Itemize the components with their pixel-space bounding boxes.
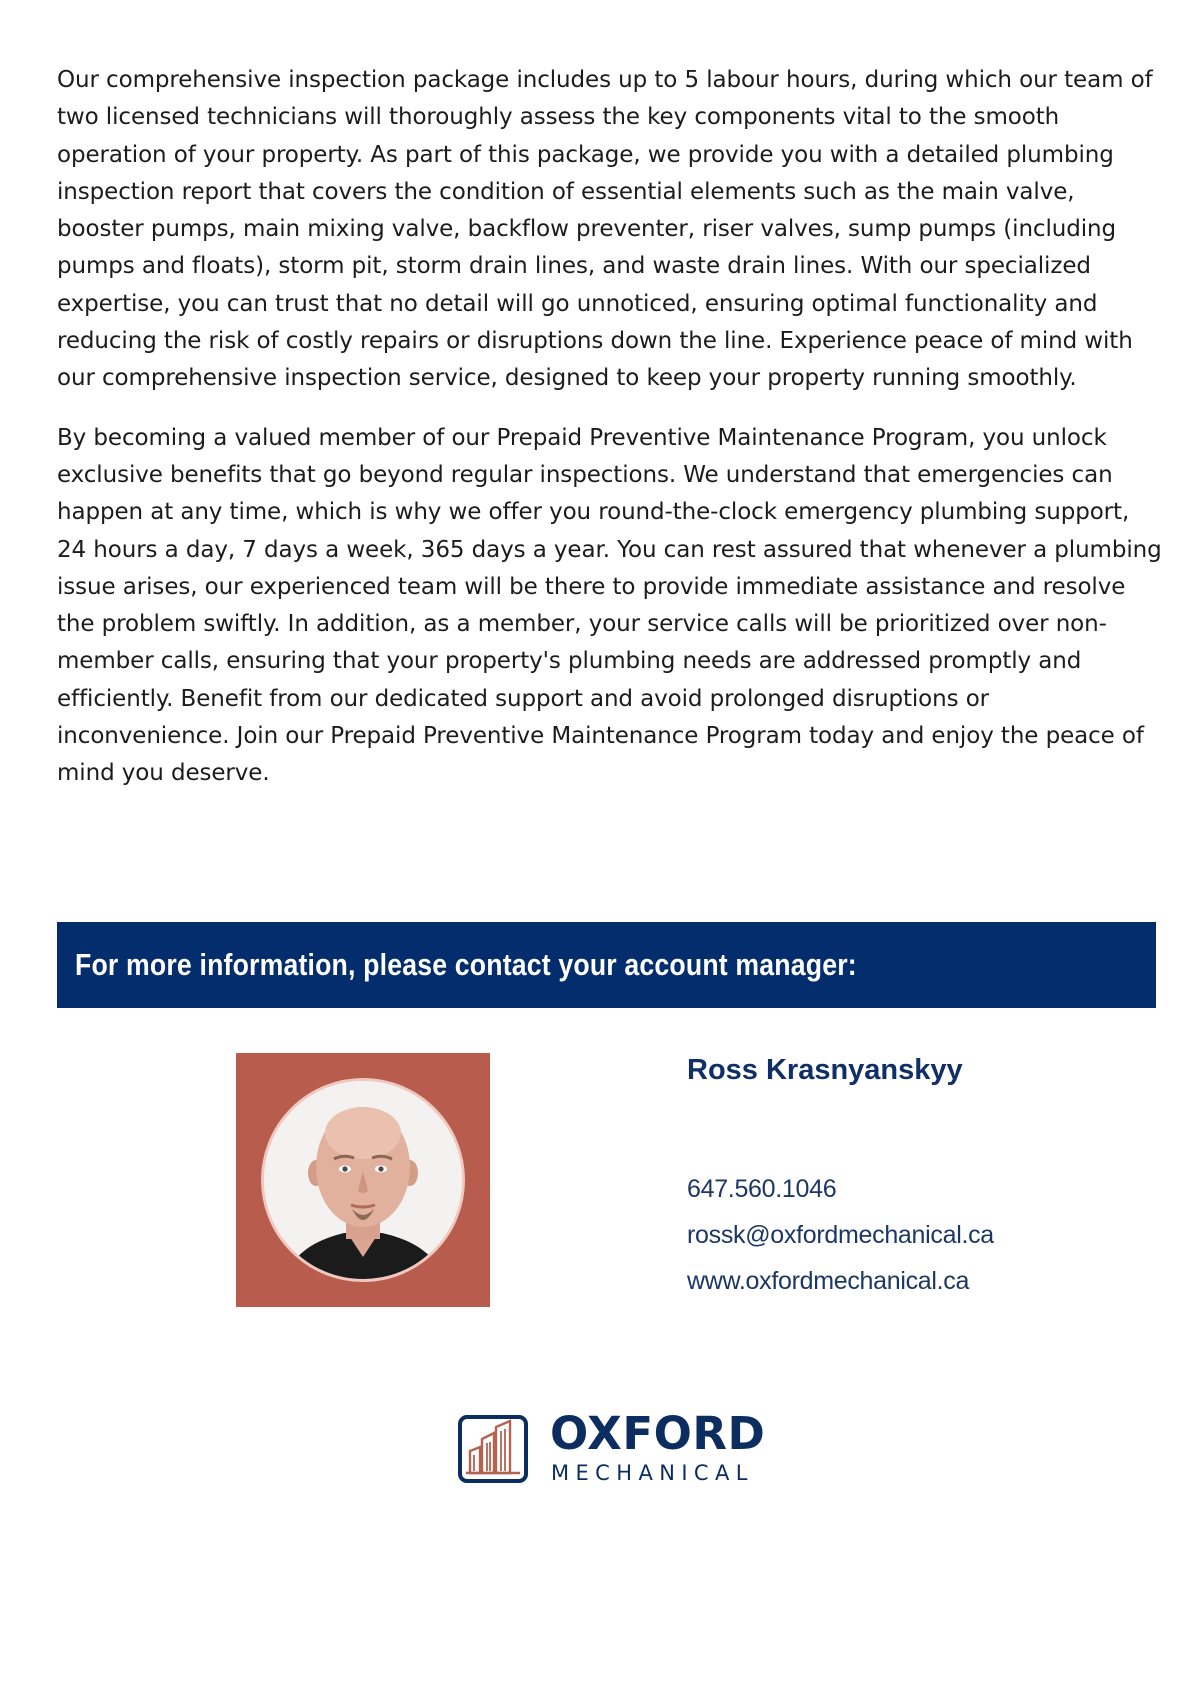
phone-number[interactable]: 647.560.1046 [687,1175,837,1203]
portrait-photo [264,1081,462,1279]
account-manager-photo-frame [236,1053,490,1307]
body-copy [57,62,1162,815]
website-link[interactable]: www.oxfordmechanical.ca [687,1267,970,1295]
paragraph-membership-benefits: By becoming a valued member of our Prepaid Preventive Maintenance Program, you unlock exclusive benefits that go beyond regular inspections. We understand that emergencies can happen at any time, which is why we offer you round-the-clock emergency plumbing support, 24 hours a day, 7 days a week, 365 days a year. You can rest assured that whenever a plumbing issue arises, our experienced team will be there to provide immediate assistance and resolve the problem swiftly. In addition, as a member, your service calls will be prioritized over non-member calls, ensuring that your property's plumbing needs are addressed promptly and efficiently. Benefit from our dedicated support and avoid prolonged disruptions or inconvenience. Join our Prepaid Preventive Maintenance Program today and enjoy the peace of mind you deserve. [57,424,1162,787]
logo-subtitle: MECHANICAL [551,1461,754,1485]
paragraph-inspection-package: Our comprehensive inspection package includes up to 5 labour hours, during which our team of two licensed technicians will thoroughly assess the key components vital to the smooth operation of your property. As part of this package, we provide you with a detailed plumbing inspection report that covers the condition of essential elements such as the main valve, booster pumps, main mixing valve, backflow preventer, riser valves, sump pumps (including pumps and floats), storm pit, storm drain lines, and waste drain lines. With our specialized expertise, you can trust that no detail will go unnoticed, ensuring optimal functionality and reducing the risk of costly repairs or disruptions down the line. Experience peace of mind with our comprehensive inspection service, designed to keep your property running smoothly. [57,67,1153,392]
account-manager-name: Ross Krasnyanskyy [687,1054,963,1086]
building-icon [458,1415,528,1483]
avatar [261,1078,465,1282]
logo-wordmark: OXFORD [550,1407,766,1460]
banner-heading: For more information, please contact your account manager: [75,947,857,982]
oxford-mechanical-logo [458,1407,766,1489]
email-link[interactable]: rossk@oxfordmechanical.ca [687,1221,994,1249]
contact-banner [57,922,1156,1008]
